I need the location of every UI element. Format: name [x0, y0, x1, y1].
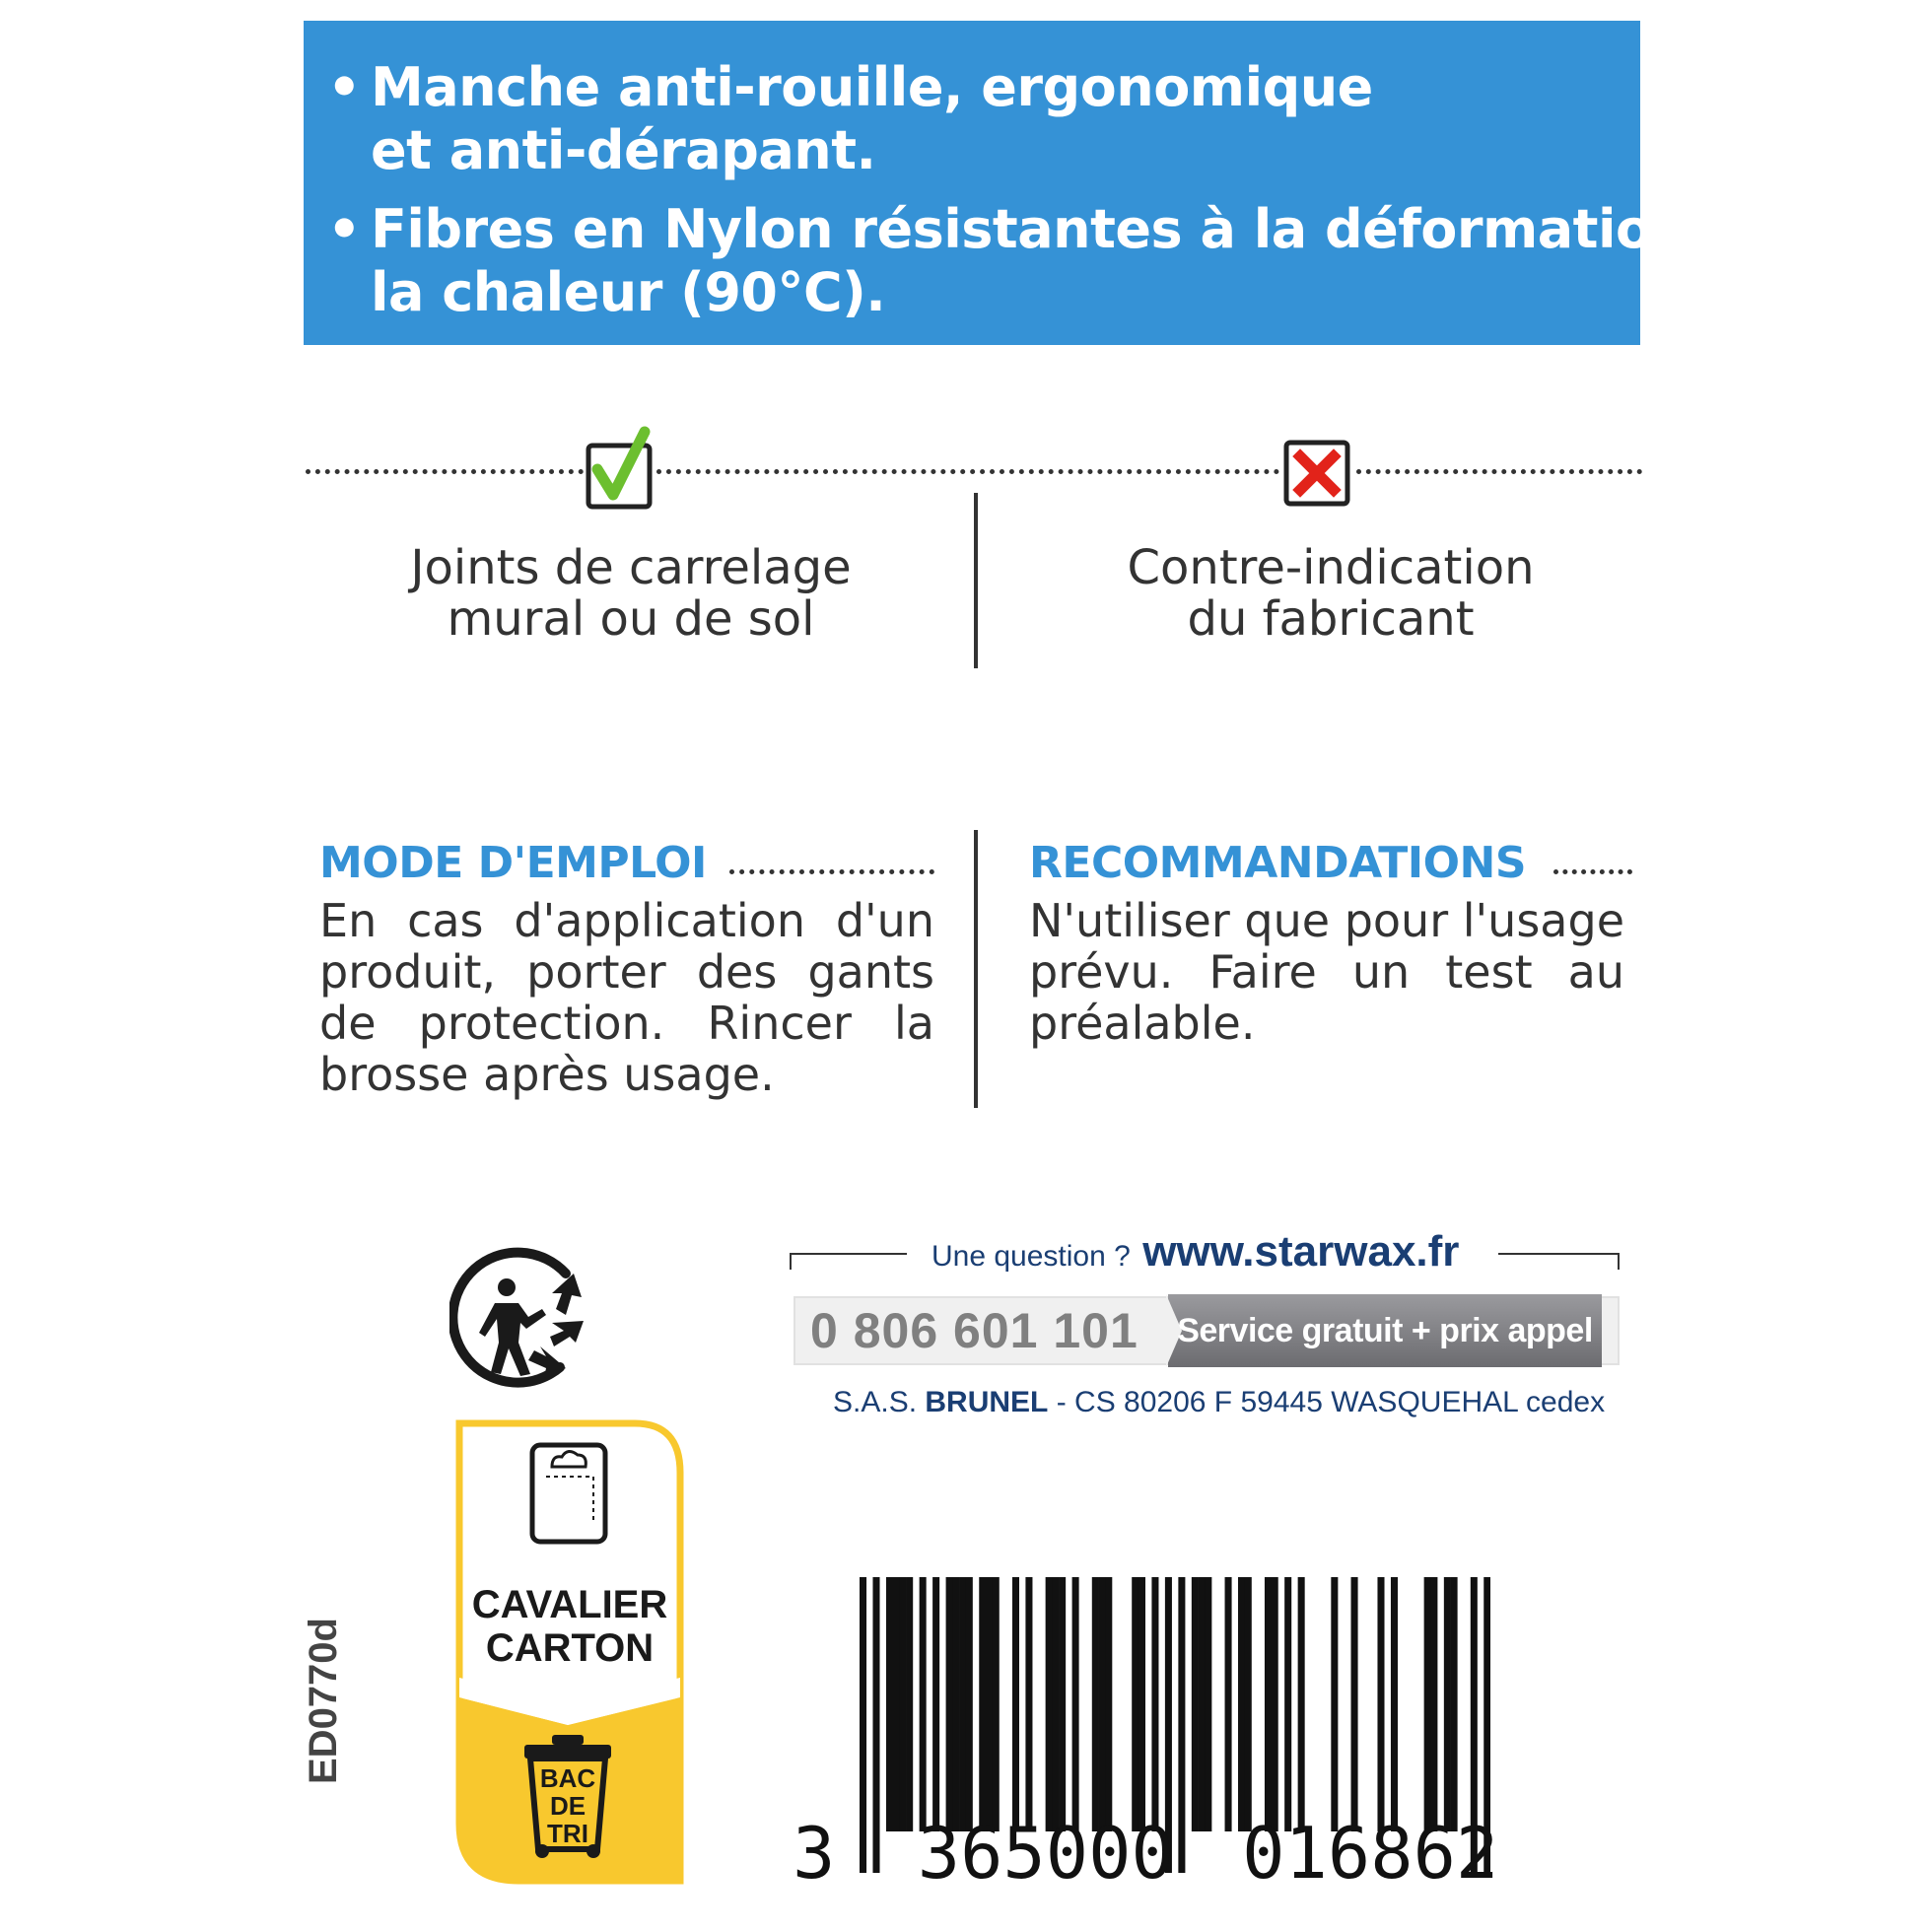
barcode-bar [1205, 1577, 1211, 1831]
barcode-bar [1272, 1577, 1278, 1831]
service-label: Service gratuit + prix appel [1177, 1312, 1593, 1349]
barcode-first-digit: 3 [793, 1812, 836, 1895]
feature-line: Fibres en Nylon résistantes à la déformation, [371, 198, 1709, 260]
feature-line: la chaleur (90°C). [371, 261, 886, 323]
barcode-bar [1052, 1577, 1059, 1831]
column-divider [974, 830, 978, 1108]
barcode-bar [1265, 1577, 1272, 1831]
website-link[interactable]: www.starwax.fr [1142, 1227, 1460, 1276]
barcode-bar [1138, 1577, 1145, 1831]
barcode-bar [979, 1577, 986, 1831]
triman-icon [449, 1244, 607, 1392]
barcode-bar [1298, 1577, 1305, 1831]
barcode-bar [1331, 1577, 1338, 1831]
barcode-bar [1451, 1577, 1458, 1831]
recommandations-text: N'utiliser que pour l'usage prévu. Faire un test au préalable. [1029, 894, 1624, 1050]
barcode-bar [1225, 1577, 1232, 1831]
barcode-bar [1192, 1577, 1199, 1831]
question-label: Une question ? [932, 1240, 1131, 1273]
barcode-bar [1046, 1577, 1053, 1831]
barcode-bar [959, 1577, 966, 1831]
barcode-bar [1132, 1577, 1138, 1831]
column-divider [974, 493, 978, 668]
barcode-bar [1105, 1577, 1112, 1831]
barcode-bar [1424, 1577, 1431, 1831]
barcode-right-group: 016862 [1242, 1812, 1499, 1895]
barcode-bar [1377, 1577, 1384, 1831]
barcode-bar [1199, 1577, 1206, 1831]
barcode-bar [920, 1577, 927, 1831]
features-banner [304, 21, 1709, 345]
suitable-use-text: Joints de carrelage mural ou de sol [410, 540, 852, 647]
barcode-number [793, 1812, 1498, 1895]
dotted-rule [729, 869, 934, 874]
feature-line: et anti-dérapant. [371, 119, 876, 181]
barcode-bar [1092, 1577, 1099, 1831]
unsuitable-use-text: Contre-indication du fabricant [1127, 540, 1535, 647]
cross-icon [1283, 440, 1352, 509]
contact-line [932, 1227, 1459, 1276]
barcode-bar [952, 1577, 959, 1831]
barcode-bar [932, 1577, 939, 1831]
edition-code: ED0770d [302, 1618, 345, 1784]
phone-box [794, 1296, 1620, 1365]
barcode-bar [1245, 1577, 1252, 1831]
barcode-bar [886, 1577, 893, 1831]
barcode-bar [986, 1577, 993, 1831]
dotted-rule [1553, 869, 1632, 874]
barcode-bar [906, 1577, 913, 1831]
barcode-bar [899, 1577, 906, 1831]
company-address: S.A.S. BRUNEL - CS 80206 F 59445 WASQUEHAL cedex [833, 1386, 1606, 1418]
barcode-bar [1072, 1577, 1079, 1831]
sorting-bin-label: BAC DE TRI [539, 1763, 596, 1848]
barcode-bar [1284, 1577, 1291, 1831]
feature-line: Manche anti-rouille, ergonomique [371, 56, 1373, 118]
barcode-left-group: 365000 [917, 1812, 1174, 1895]
barcode-bar [1238, 1577, 1245, 1831]
barcode-bar [1351, 1577, 1358, 1831]
dotted-rule [1356, 469, 1642, 474]
barcode-bar [1391, 1577, 1398, 1831]
barcode-bar [993, 1577, 1000, 1831]
recommandations-title: RECOMMANDATIONS [1029, 838, 1527, 888]
mode-emploi-text: En cas d'application d'un produit, porter des gants de protection. Rincer la brosse après usage. [319, 894, 934, 1101]
cardboard-tag-icon [528, 1441, 609, 1546]
barcode-bar [1025, 1577, 1032, 1831]
check-icon [586, 426, 655, 511]
mode-emploi-title: MODE D'EMPLOI [319, 838, 707, 888]
barcode-bar [1059, 1577, 1066, 1831]
recycling-item-label: CAVALIER CARTON [471, 1583, 668, 1670]
barcode-bar [966, 1577, 973, 1831]
feature-item: • Fibres en Nylon résistantes à la déformation, la chaleur (90°C). [327, 198, 1709, 323]
feature-item: • Manche anti-rouille, ergonomique et anti-dérapant. [327, 56, 1373, 181]
barcode-bar [1151, 1577, 1158, 1831]
dotted-rule [656, 469, 1279, 474]
barcode-bar [1099, 1577, 1106, 1831]
barcode-bar [1012, 1577, 1019, 1831]
barcode-bar [1444, 1577, 1451, 1831]
barcode-bar [946, 1577, 953, 1831]
barcode-bar [893, 1577, 900, 1831]
barcode-bar [1430, 1577, 1437, 1831]
service-tag [1168, 1294, 1602, 1367]
dotted-rule [306, 469, 584, 474]
phone-number[interactable]: 0 806 601 101 [810, 1303, 1138, 1358]
